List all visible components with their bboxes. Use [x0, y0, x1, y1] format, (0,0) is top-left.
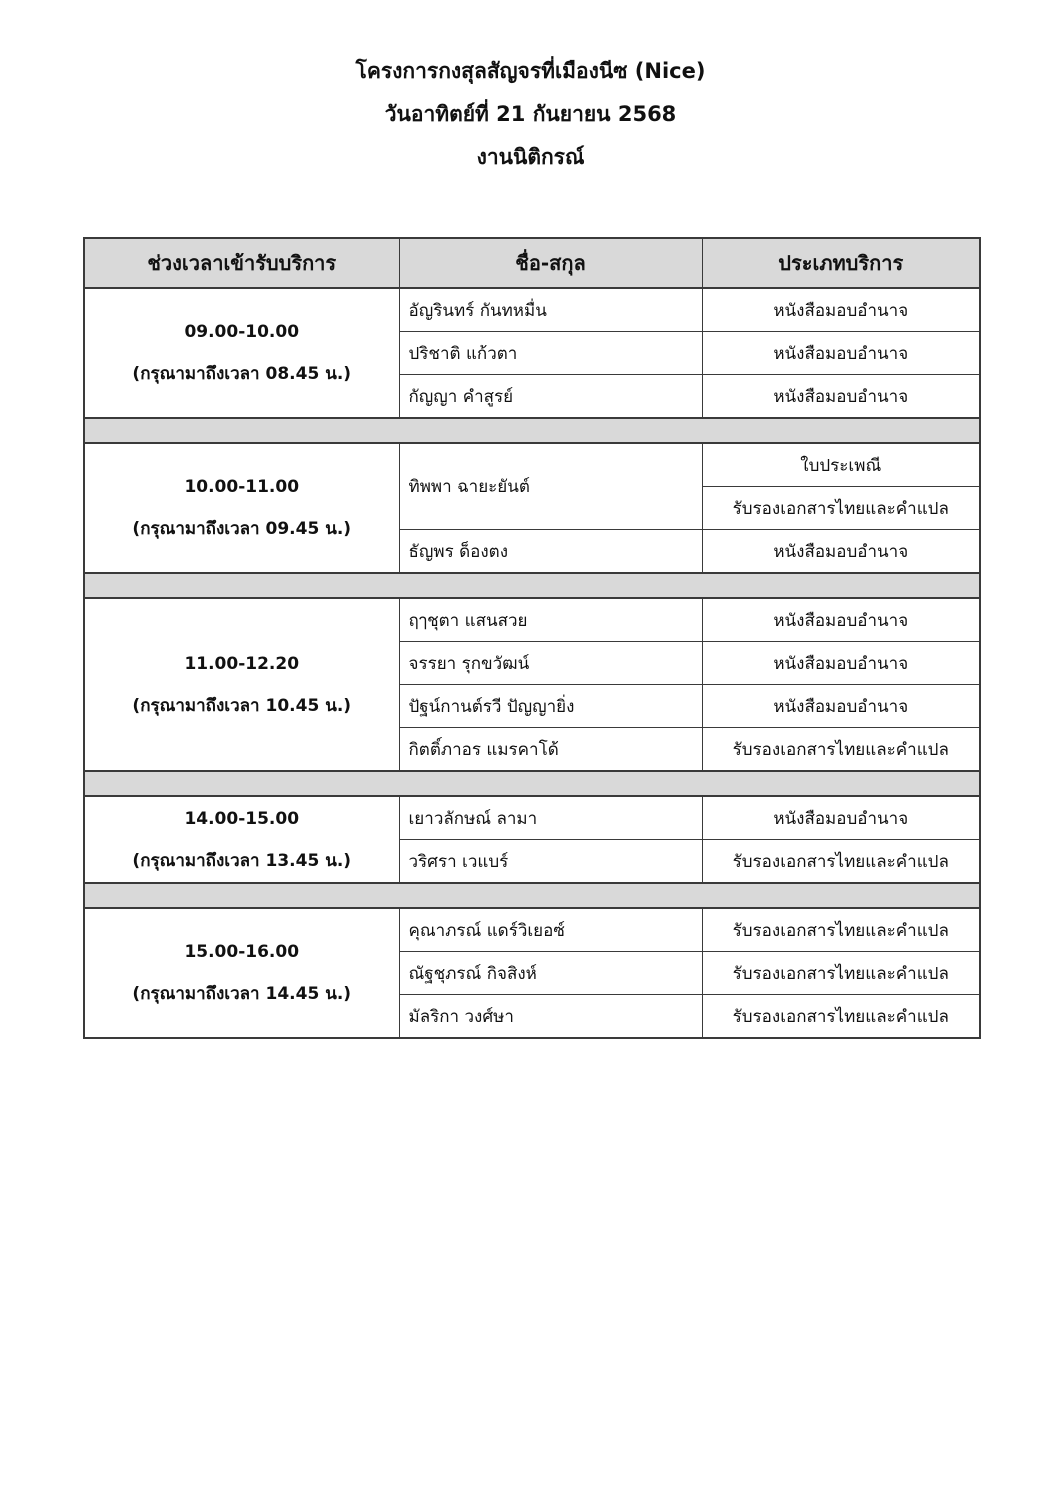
service-cell: หนังสือมอบอำนาจ [702, 796, 980, 840]
arrival-note: (กรุณามาถึงเวลา 13.45 น.) [132, 850, 352, 871]
table-row [84, 443, 980, 487]
name-cell: ธัญพร ด็องตง [399, 530, 702, 574]
service-cell: รับรองเอกสารไทยและคำแปล [702, 952, 980, 995]
column-header-time: ช่วงเวลาเข้ารับบริการ [84, 238, 399, 288]
time-slot-cell [84, 598, 399, 771]
time-slot: 09.00-10.00 [184, 322, 300, 342]
service-cell: หนังสือมอบอำนาจ [702, 288, 980, 332]
name-cell: ปริชาติ แก้วตา [399, 332, 702, 375]
service-cell: รับรองเอกสารไทยและคำแปล [702, 995, 980, 1039]
name-cell: คุณาภรณ์ แดร์วิเยอซ์ [399, 908, 702, 952]
table-row [84, 288, 980, 332]
service-cell: หนังสือมอบอำนาจ [702, 598, 980, 642]
column-header-service: ประเภทบริการ [702, 238, 980, 288]
separator-cell [84, 418, 980, 443]
table-row [84, 598, 980, 642]
name-cell: ณัฐชุภรณ์ กิจสิงห์ [399, 952, 702, 995]
group-separator [84, 771, 980, 796]
document-header [0, 50, 1061, 179]
group-separator [84, 883, 980, 908]
group-separator [84, 573, 980, 598]
name-cell: ทิพพา ฉายะยันต์ [399, 443, 702, 530]
service-cell: หนังสือมอบอำนาจ [702, 332, 980, 375]
separator-cell [84, 883, 980, 908]
service-cell: หนังสือมอบอำนาจ [702, 375, 980, 419]
arrival-note: (กรุณามาถึงเวลา 14.45 น.) [132, 984, 352, 1004]
name-cell: จรรยา รุกขวัฒน์ [399, 642, 702, 685]
separator-cell [84, 771, 980, 796]
arrival-note: (กรุณามาถึงเวลา 10.45 น.) [132, 695, 352, 716]
time-slot: 11.00-12.20 [184, 653, 300, 674]
time-slot: 14.00-15.00 [184, 808, 300, 829]
document-section: งานนิติกรณ์ [476, 145, 585, 169]
column-header-name: ชื่อ-สกุล [399, 238, 702, 288]
document-title: โครงการกงสุลสัญจรที่เมืองนีซ (Nice) [355, 59, 706, 83]
name-cell: ปัฐน์กานต์รวี ปัญญายิ่ง [399, 685, 702, 728]
group-separator [84, 418, 980, 443]
arrival-note: (กรุณามาถึงเวลา 09.45 น.) [132, 519, 352, 539]
time-slot-cell [84, 288, 399, 418]
service-cell: รับรองเอกสารไทยและคำแปล [702, 908, 980, 952]
arrival-note: (กรุณามาถึงเวลา 08.45 น.) [132, 364, 352, 384]
time-slot-cell [84, 908, 399, 1038]
schedule-table [83, 237, 981, 1039]
name-cell: เยาวลักษณ์ ลามา [399, 796, 702, 840]
service-cell: หนังสือมอบอำนาจ [702, 685, 980, 728]
time-slot-cell [84, 443, 399, 573]
name-cell: มัลริกา วงศ์ษา [399, 995, 702, 1039]
separator-cell [84, 573, 980, 598]
time-slot: 15.00-16.00 [184, 942, 300, 962]
service-cell: รับรองเอกสารไทยและคำแปล [702, 487, 980, 530]
service-cell: ใบประเพณี [702, 443, 980, 487]
time-slot: 10.00-11.00 [184, 477, 300, 497]
service-cell: รับรองเอกสารไทยและคำแปล [702, 728, 980, 772]
service-cell: หนังสือมอบอำนาจ [702, 530, 980, 574]
time-slot-cell [84, 796, 399, 883]
name-cell: กิตติ์ภาอร แมรคาโด้ [399, 728, 702, 772]
schedule-table-header [84, 238, 980, 288]
table-row [84, 796, 980, 840]
name-cell: กัญญา คำสูรย์ [399, 375, 702, 419]
service-cell: รับรองเอกสารไทยและคำแปล [702, 840, 980, 884]
table-row [84, 908, 980, 952]
name-cell: ฤๅชุตา แสนสวย [399, 598, 702, 642]
name-cell: อัญรินทร์ กันทหมื่น [399, 288, 702, 332]
document-date: วันอาทิตย์ที่ 21 กันยายน 2568 [384, 102, 677, 126]
schedule-table-body [84, 288, 980, 1038]
name-cell: วริศรา เวแบร์ [399, 840, 702, 884]
service-cell: หนังสือมอบอำนาจ [702, 642, 980, 685]
